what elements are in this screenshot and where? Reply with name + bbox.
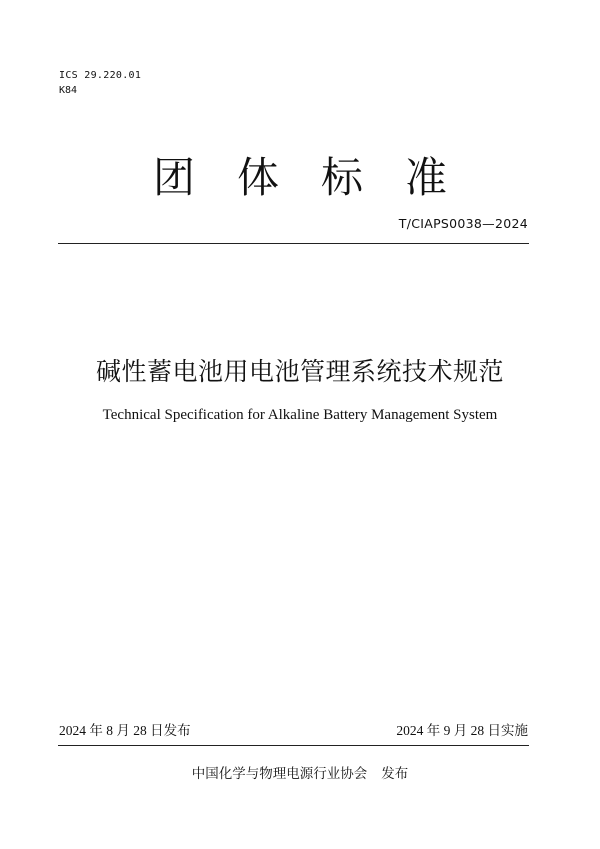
issuer-name: 中国化学与物理电源行业协会 [191, 766, 368, 782]
ccs-code: K84 [59, 85, 78, 96]
bottom-divider [58, 745, 529, 746]
document-title-english: Technical Specification for Alkaline Battery Management System [102, 407, 498, 423]
standard-number: T/CIAPS0038—2024 [398, 216, 528, 231]
implementation-date: 2024 年 9 月 28 日实施 [396, 723, 528, 738]
issuer-action: 发布 [381, 766, 409, 782]
top-divider [58, 243, 529, 244]
document-title-chinese: 碱性蓄电池用电池管理系统技术规范 [95, 357, 504, 386]
ics-code: ICS 29.220.01 [59, 70, 142, 81]
standard-type-heading: 团体标准 [152, 153, 489, 202]
publication-date: 2024 年 8 月 28 日发布 [59, 723, 191, 738]
issuer-line [0, 765, 600, 783]
